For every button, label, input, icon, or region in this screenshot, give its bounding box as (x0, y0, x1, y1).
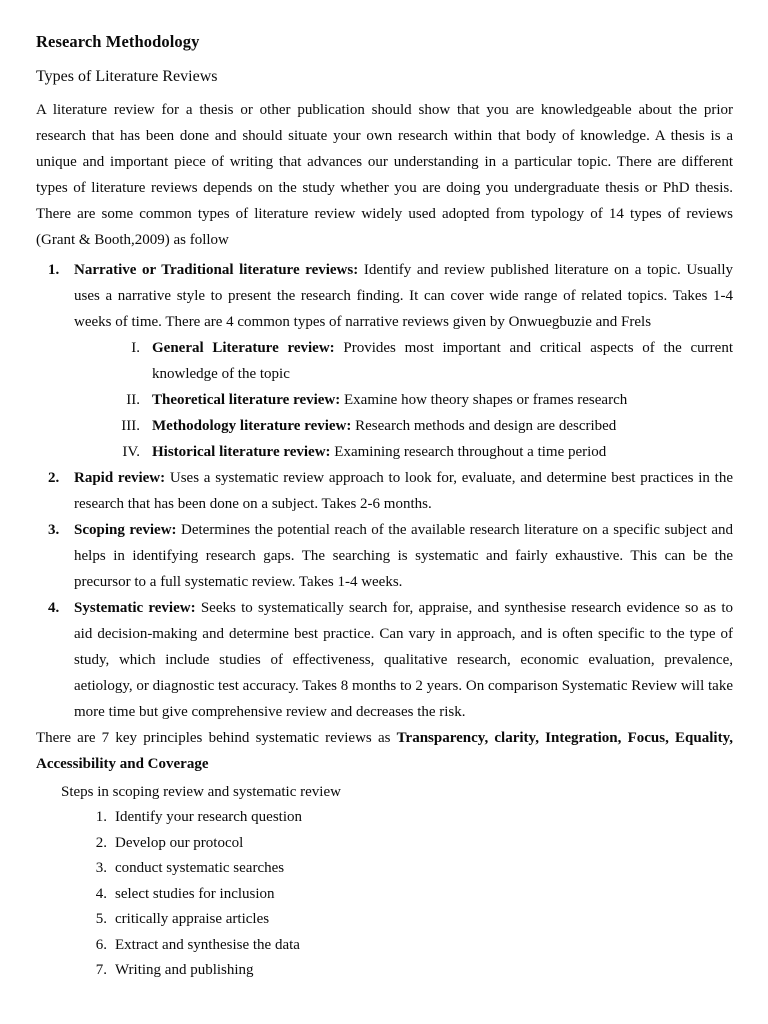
list-marker: 4. (95, 885, 107, 902)
list-item-body: Identify and review published literature on a topic. Usually uses a narrative style to present the research finding. It can cover wide range of related topics. Takes 1-4 weeks of time. There are 4 common types of narrative reviews given by Onwuegbuzie and Frels (74, 262, 733, 331)
list-item (100, 439, 733, 465)
list-item-body: Examining research throughout a time period (330, 444, 607, 461)
page-title: Research Methodology (36, 32, 200, 51)
list-item (100, 413, 733, 439)
principles-bold-list: Transparency, clarity, Integration, Focus, Equality, Accessibility and Coverage (36, 730, 733, 773)
list-item (48, 465, 733, 517)
list-item-label: Develop our protocol (115, 834, 244, 851)
review-types-list (36, 257, 733, 335)
list-marker: 5. (95, 911, 107, 928)
list-item (85, 882, 733, 908)
list-marker: 7. (95, 962, 107, 979)
list-item (85, 958, 733, 984)
list-item-label: Writing and publishing (115, 962, 254, 979)
list-item-lead: General Literature review: (152, 340, 335, 357)
list-marker: 1. (48, 262, 60, 279)
list-item-lead: Rapid review: (74, 470, 166, 487)
list-item-body: Examine how theory shapes or frames research (340, 392, 628, 409)
list-item (85, 831, 733, 857)
list-item-lead: Systematic review: (74, 600, 196, 617)
list-item-label: conduct systematic searches (115, 860, 285, 877)
review-types-list-continued (36, 465, 733, 725)
list-item-lead: Theoretical literature review: (152, 392, 341, 409)
list-item-label: critically appraise articles (115, 911, 270, 928)
list-item-lead: Scoping review: (74, 522, 177, 539)
list-marker: I. (131, 340, 140, 357)
list-item-body: Seeks to systematically search for, appraise, and synthesise research evidence so as to aid decision-making and determine best practice. Can vary in approach, and is often specific to the type of study, which include studies of effectiveness, qualitative research, economic evaluation, prevalence, aetiology, or diagnostic test accuracy. Takes 8 months to 2 years. On comparison Systematic Review will take more time but give comprehensive review and decreases the risk. (74, 600, 733, 721)
list-marker: 1. (95, 809, 107, 826)
list-item (85, 907, 733, 933)
steps-heading: Steps in scoping review and systematic review (61, 784, 341, 801)
list-marker: 2. (95, 834, 107, 851)
list-marker: II. (126, 392, 140, 409)
list-marker: 6. (95, 936, 107, 953)
list-item-body: Determines the potential reach of the available research literature on a specific subject and helps in identifying research gaps. The searching is systematic and fairly exhaustive. This can be the precursor to a full systematic review. Takes 1-4 weeks. (74, 522, 733, 591)
list-item-lead: Narrative or Traditional literature reviews: (74, 262, 359, 279)
principles-intro: There are 7 key principles behind systematic reviews as (36, 730, 397, 747)
list-item (48, 517, 733, 595)
list-item-body: Provides most important and critical aspects of the current knowledge of the topic (152, 340, 733, 383)
list-item (85, 805, 733, 831)
page-subtitle: Types of Literature Reviews (36, 67, 218, 85)
list-item-lead: Historical literature review: (152, 444, 331, 461)
list-item (48, 595, 733, 725)
list-marker: IV. (122, 444, 140, 461)
list-item-label: Extract and synthesise the data (115, 936, 300, 953)
narrative-subtypes-list (36, 335, 733, 465)
list-marker: 3. (95, 860, 107, 877)
list-item-body: Research methods and design are described (351, 418, 617, 435)
list-item-lead: Methodology literature review: (152, 418, 352, 435)
steps-list (36, 805, 733, 984)
list-item (100, 335, 733, 387)
list-item-label: Identify your research question (115, 809, 303, 826)
list-item-body: Uses a systematic review approach to look for, evaluate, and determine best practices in the research that has been done on a subject. Takes 2-6 months. (74, 470, 733, 513)
list-marker: 3. (48, 522, 60, 539)
intro-paragraph: A literature review for a thesis or other publication should show that you are knowledgeable about the prior research that has been done and should situate your own research within that body of knowledge. A thesis is a unique and important piece of writing that advances our understanding in a particular topic. There are different types of literature reviews depends on the study whether you are doing you undergraduate thesis or PhD thesis. There are some common types of literature review widely used adopted from typology of 14 types of reviews (Grant & Booth,2009) as follow (36, 102, 733, 249)
list-marker: 4. (48, 600, 60, 617)
list-item (48, 257, 733, 335)
list-marker: III. (121, 418, 140, 435)
list-item (85, 933, 733, 959)
list-item (100, 387, 733, 413)
list-item-label: select studies for inclusion (115, 885, 275, 902)
principles-paragraph (36, 725, 733, 777)
list-item (85, 856, 733, 882)
list-marker: 2. (48, 470, 60, 487)
